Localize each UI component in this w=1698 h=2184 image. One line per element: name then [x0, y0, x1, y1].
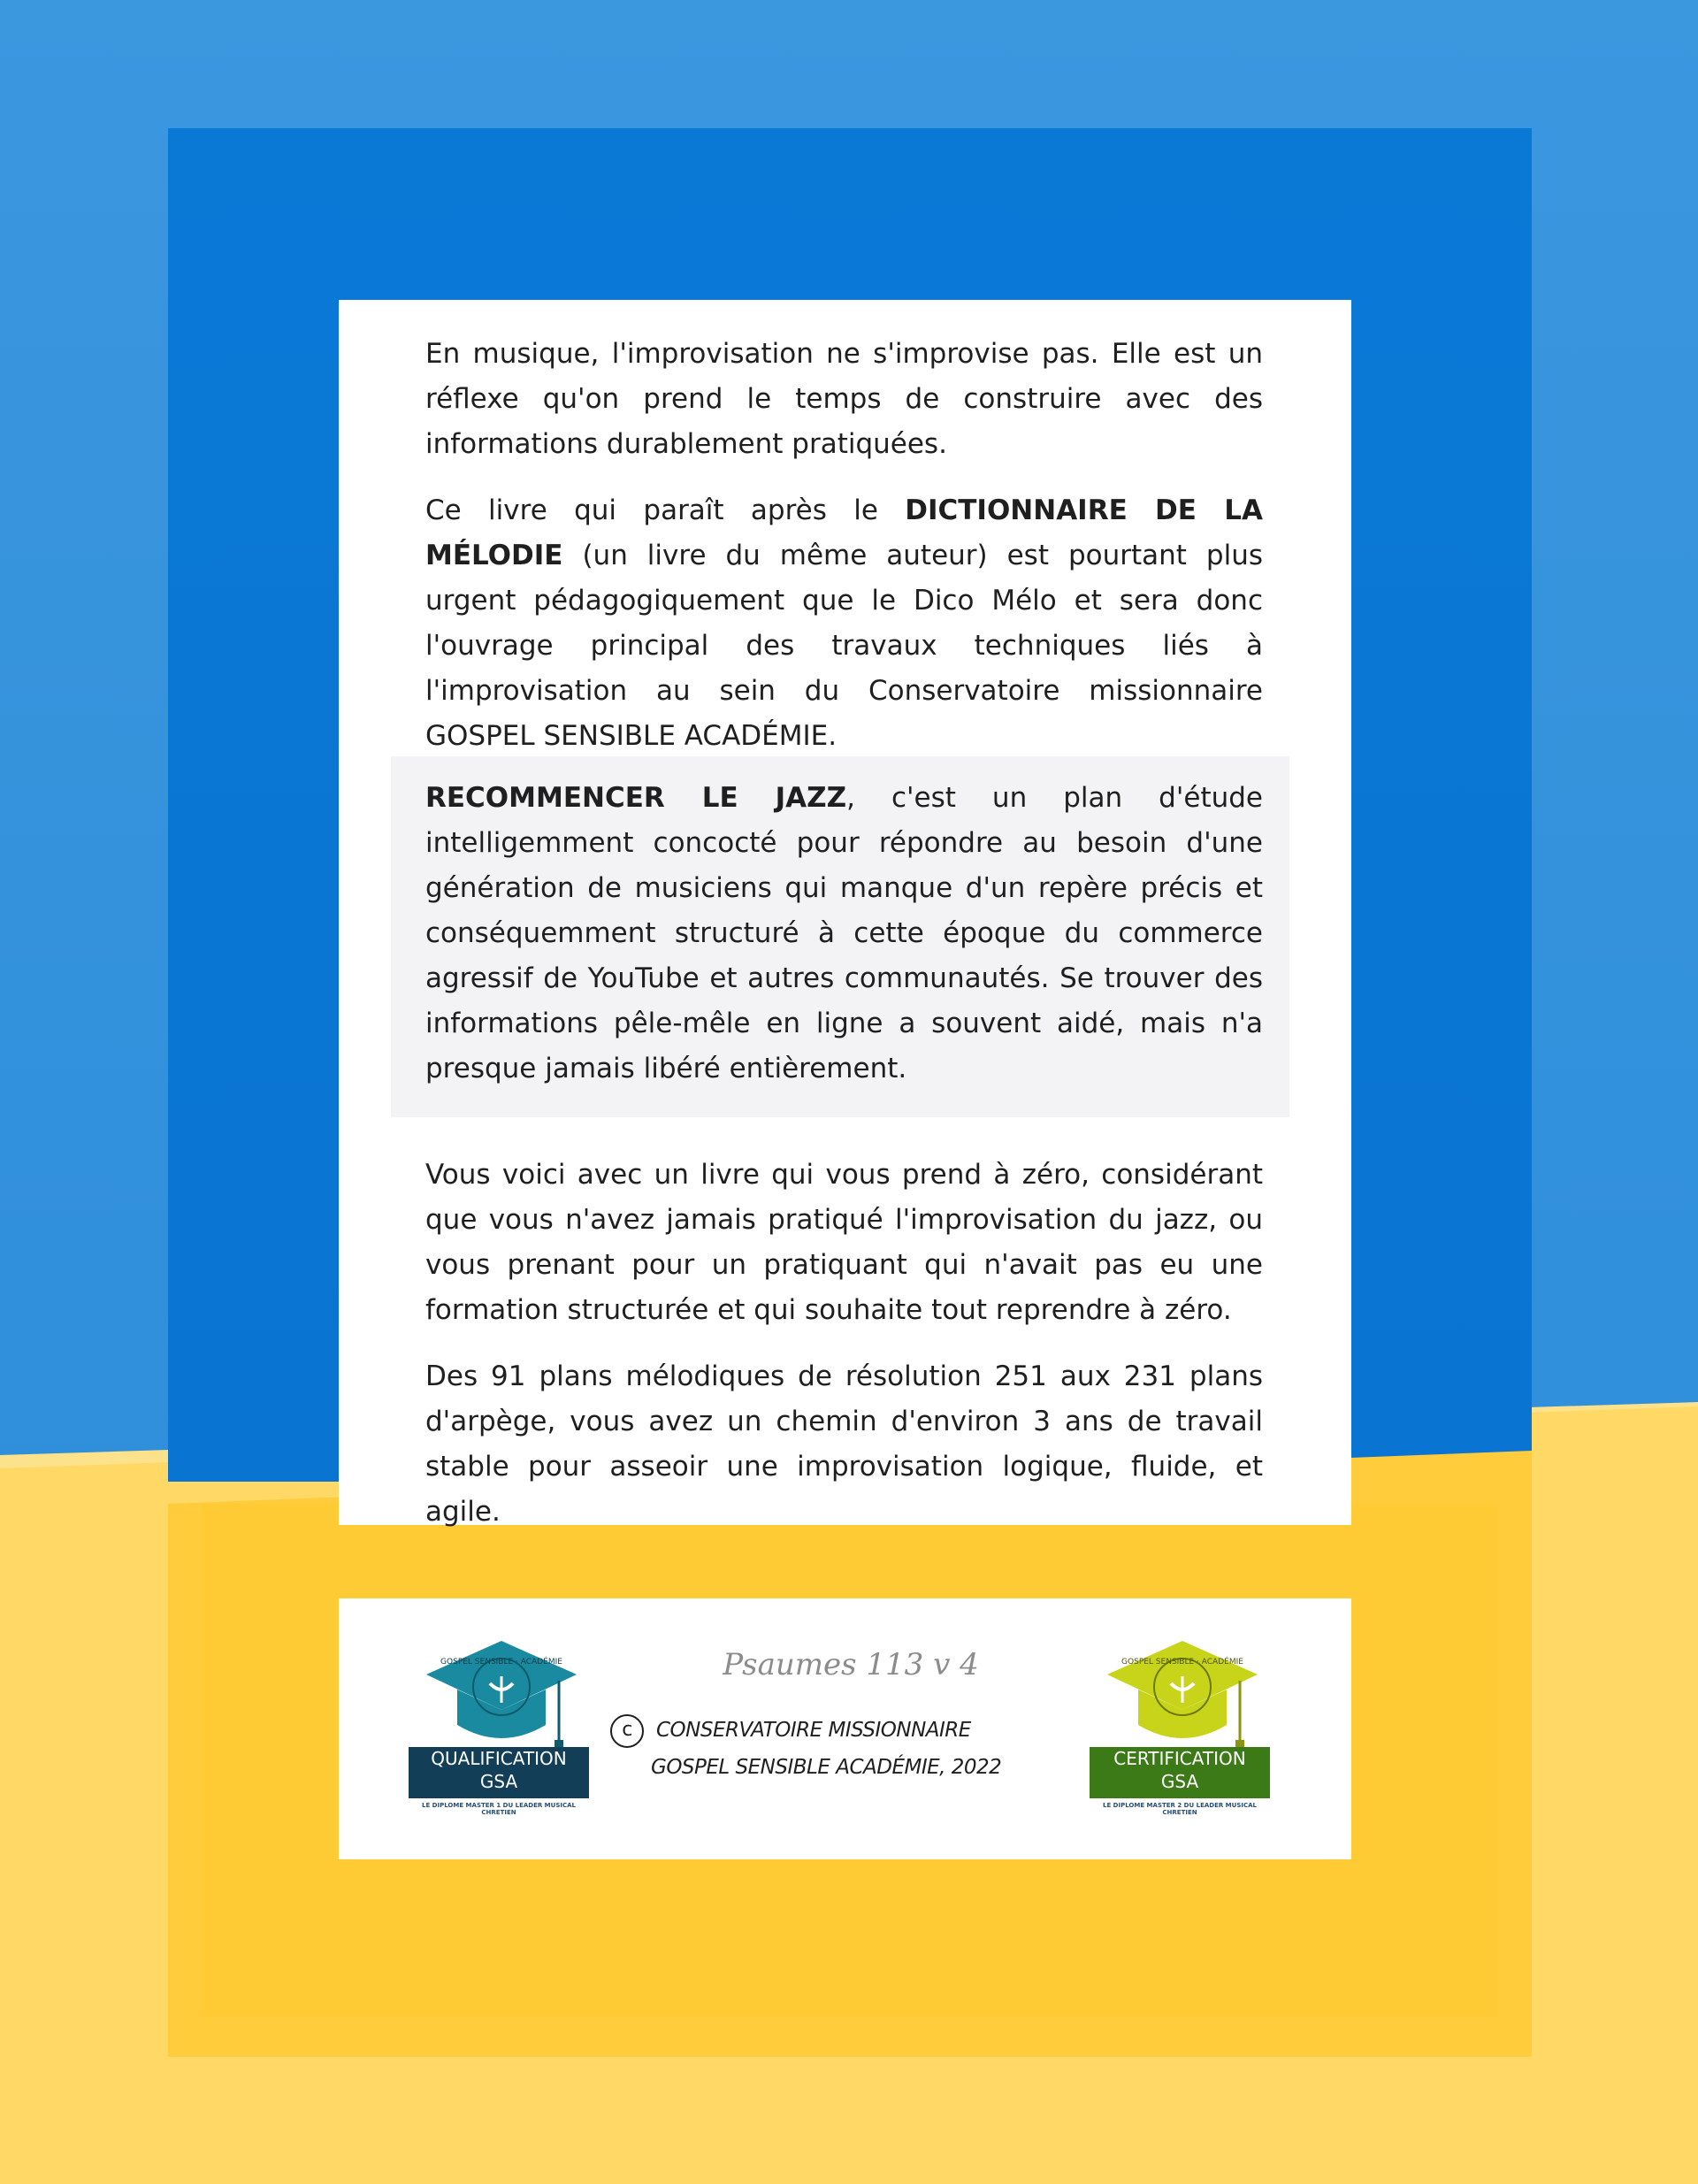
paragraph-jazz-text: , c'est un plan d'étude intelligemment concocté pour répondre au besoin d'une génération de musiciens qui manque d'un repère précis et conséquemment structuré à cette époque du commerce agressif de YouTube et autres communautés. Se trouver des informations pêle-mêle en ligne a souvent aidé, mais n'a presque jamais libéré entièrement. [425, 782, 1263, 1084]
paragraph-zero-text: Vous voici avec un livre qui vous prend à zéro, considérant que vous n'avez jamais pratiqué l'improvisation du jazz, ou vous prenant pour un pratiquant qui n'avait pas eu une formation structurée et qui souhaite tout reprendre à zéro. [425, 1159, 1263, 1326]
qualification-tagline: LE DIPLOME MASTER 1 DU LEADER MUSICAL CHRETIEN [421, 1802, 576, 1816]
qualification-plate [409, 1747, 589, 1798]
paragraph-intro [425, 332, 1263, 467]
certification-badge [1090, 1641, 1275, 1818]
paragraph-zero [425, 1153, 1263, 1333]
copyright-icon: c [610, 1714, 644, 1748]
paragraph-intro-text: En musique, l'improvisation ne s'improvise pas. Elle est un réflexe qu'on prend le temps de construire avec des informations durablement pratiquées. [425, 338, 1263, 460]
qualification-label: QUALIFICATION [431, 1748, 567, 1769]
certification-tagline: LE DIPLOME MASTER 2 DU LEADER MUSICAL CHRETIEN [1102, 1802, 1257, 1816]
certification-plate [1090, 1747, 1270, 1798]
paragraph-book-title: DICTIONNAIRE DE LA MÉLODIE [425, 494, 1263, 571]
paragraph-plans-text: Des 91 plans mélodiques de résolution 251 aux 231 plans d'arpège, vous avez un chemin d'environ 3 ans de travail stable pour asseoir une improvisation logique, fluide, et agile. [425, 1360, 1263, 1528]
svg-text:GOSPEL SENSIBLE · ACADÉMIE: GOSPEL SENSIBLE · ACADÉMIE [440, 1658, 562, 1667]
paragraph-book-text-a: Ce livre qui paraît après le [425, 494, 906, 526]
paragraph-jazz-title: RECOMMENCER LE JAZZ [425, 782, 847, 814]
paragraph-plans [425, 1354, 1263, 1535]
graduation-cap-icon [1107, 1641, 1258, 1765]
qualification-gsa: GSA [479, 1771, 518, 1792]
copyright-line1: CONSERVATOIRE MISSIONNAIRE [656, 1719, 971, 1742]
certification-gsa: GSA [1160, 1771, 1199, 1792]
copyright-notice [610, 1712, 1070, 1786]
certification-label: CERTIFICATION [1113, 1748, 1246, 1769]
paragraph-book [425, 488, 1263, 759]
graduation-cap-icon [426, 1641, 577, 1765]
copyright-line2: GOSPEL SENSIBLE ACADÉMIE, 2022 [651, 1756, 1002, 1779]
psalm-reference: Psaumes 113 v 4 [723, 1647, 979, 1682]
qualification-badge [409, 1641, 594, 1818]
paragraph-jazz [425, 776, 1263, 1092]
svg-text:GOSPEL SENSIBLE · ACADÉMIE: GOSPEL SENSIBLE · ACADÉMIE [1121, 1658, 1243, 1667]
paragraph-book-text-b: (un livre du même auteur) est pourtant plus urgent pédagogiquement que le Dico Mélo et sera donc l'ouvrage principal des travaux techniques liés à l'improvisation au sein du Conservatoire missionnaire GOSPEL SENSIBLE ACADÉMIE. [425, 540, 1263, 752]
